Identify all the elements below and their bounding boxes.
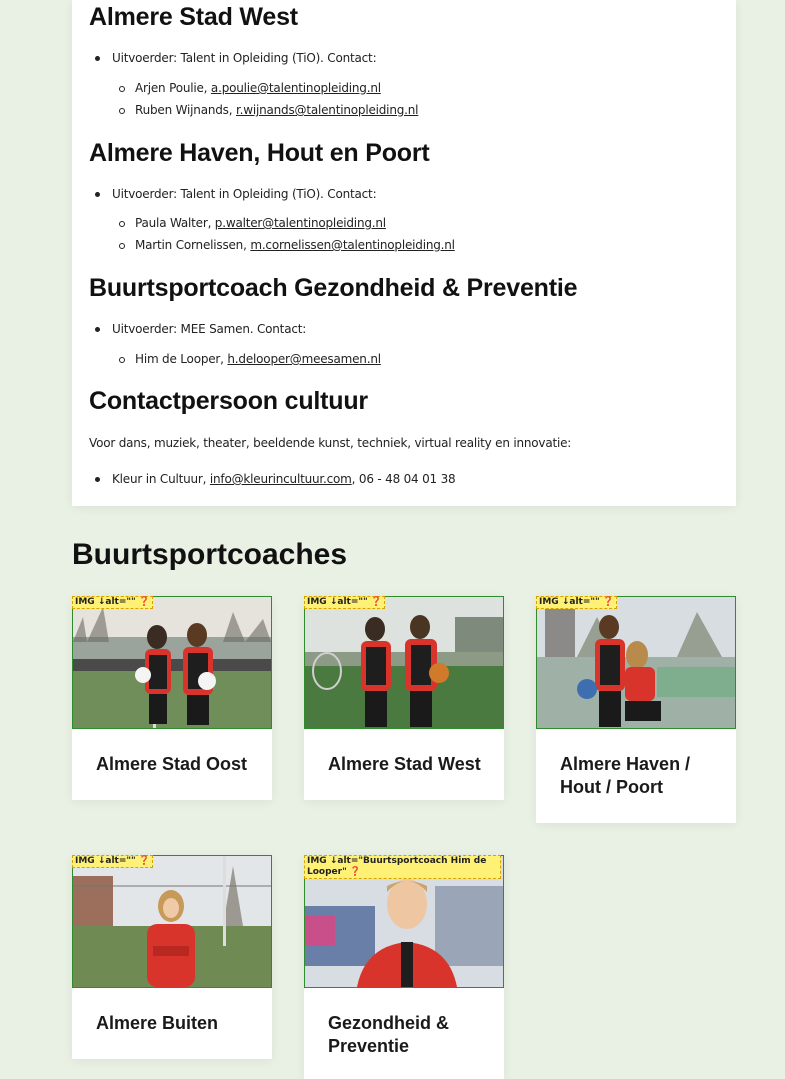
culture-contact-item bbox=[112, 472, 455, 486]
img-debug-tag: IMG ↓alt="" ❓ bbox=[72, 596, 153, 609]
contact-item bbox=[135, 352, 381, 366]
contact-name: Arjen Poulie, bbox=[135, 81, 211, 95]
coach-card-stad-oost[interactable] bbox=[72, 596, 272, 800]
img-debug-tag: IMG ↓alt="" ❓ bbox=[304, 596, 385, 609]
section-heading-haven-hout-poort: Almere Haven, Hout en Poort bbox=[89, 139, 430, 167]
coach-card-stad-west[interactable] bbox=[304, 596, 504, 800]
contact-item bbox=[135, 81, 381, 95]
section-heading-gezondheid-preventie: Buurtsportcoach Gezondheid & Preventie bbox=[89, 274, 578, 302]
coaches-heading: Buurtsportcoaches bbox=[72, 538, 348, 571]
contact-name: Ruben Wijnands, bbox=[135, 103, 236, 117]
coach-photo bbox=[72, 596, 272, 729]
email-link[interactable]: p.walter@talentinopleiding.nl bbox=[214, 216, 386, 230]
coach-photo-image bbox=[537, 597, 735, 728]
contact-item bbox=[135, 216, 386, 230]
contact-info-card bbox=[72, 0, 736, 506]
coach-card-label: Gezondheid & Preventie bbox=[328, 1013, 449, 1056]
contact-name: Kleur in Cultuur, bbox=[112, 472, 210, 486]
coach-photo-image bbox=[305, 597, 503, 728]
coach-card-label: Almere Buiten bbox=[96, 1013, 219, 1033]
section-heading-cultuur: Contactpersoon cultuur bbox=[89, 387, 368, 415]
coach-card-gezondheid-preventie[interactable] bbox=[304, 855, 504, 1079]
email-link[interactable]: h.delooper@meesamen.nl bbox=[227, 352, 381, 366]
section-heading-stad-west: Almere Stad West bbox=[89, 3, 298, 31]
contractor-line: Uitvoerder: Talent in Opleiding (TiO). Contact: bbox=[112, 187, 377, 201]
coach-card-haven-hout-poort[interactable] bbox=[536, 596, 736, 823]
img-debug-tag: IMG ↓alt="" ❓ bbox=[72, 855, 153, 868]
coach-photo bbox=[304, 596, 504, 729]
contractor-line: Uitvoerder: Talent in Opleiding (TiO). Contact: bbox=[112, 51, 377, 65]
coach-card-label: Almere Stad West bbox=[328, 754, 481, 774]
coach-photo bbox=[536, 596, 736, 729]
email-link[interactable]: info@kleurincultuur.com bbox=[209, 472, 352, 486]
coach-card-label: Almere Haven / Hout / Poort bbox=[560, 754, 691, 797]
contact-item bbox=[135, 103, 418, 117]
email-link[interactable]: a.poulie@talentinopleiding.nl bbox=[210, 81, 381, 95]
contact-name: Paula Walter, bbox=[135, 216, 215, 230]
coach-card-buiten[interactable] bbox=[72, 855, 272, 1059]
contact-name: Martin Cornelissen, bbox=[135, 238, 251, 252]
img-debug-tag: IMG ↓alt="Buurtsportcoach Him de Looper" ❓ bbox=[304, 855, 501, 879]
coach-photo-image bbox=[73, 856, 271, 987]
phone-number: , 06 - 48 04 01 38 bbox=[351, 472, 456, 486]
email-link[interactable]: m.cornelissen@talentinopleiding.nl bbox=[250, 238, 455, 252]
coach-card-label: Almere Stad Oost bbox=[96, 754, 248, 774]
contact-item bbox=[135, 238, 455, 252]
coach-photo-image bbox=[73, 597, 271, 728]
coach-photo bbox=[72, 855, 272, 988]
email-link[interactable]: r.wijnands@talentinopleiding.nl bbox=[235, 103, 419, 117]
img-debug-tag: IMG ↓alt="" ❓ bbox=[536, 596, 617, 609]
contractor-line: Uitvoerder: MEE Samen. Contact: bbox=[112, 322, 307, 336]
contact-name: Him de Looper, bbox=[135, 352, 228, 366]
culture-intro: Voor dans, muziek, theater, beeldende kunst, techniek, virtual reality en innovatie: bbox=[89, 436, 572, 450]
